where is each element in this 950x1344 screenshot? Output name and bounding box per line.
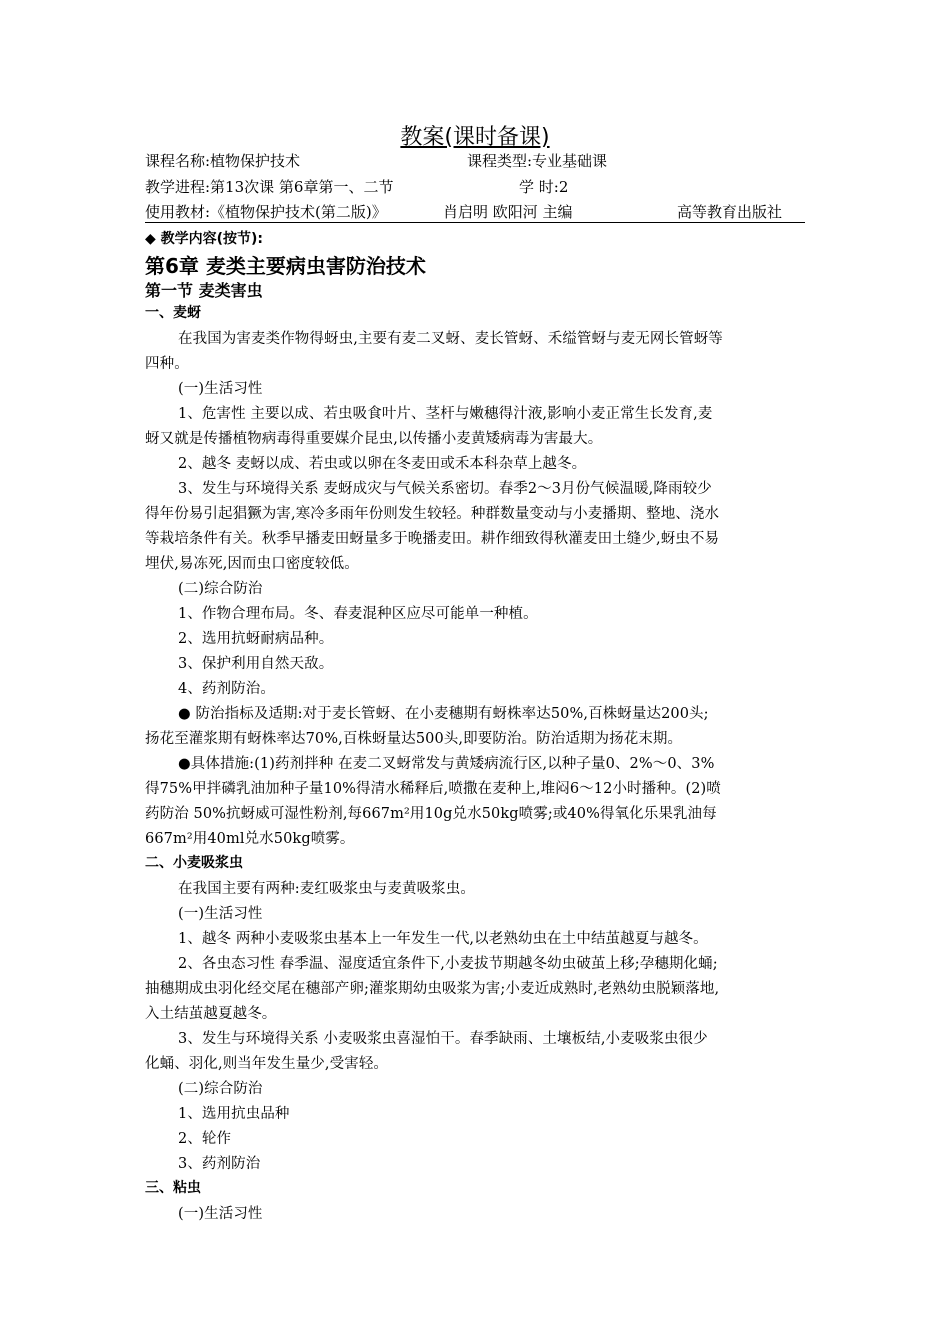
body-line: (二)综合防治 <box>178 581 263 597</box>
body-line: 667m²用40ml兑水50kg喷雾。 <box>145 831 355 847</box>
body-line: 在我国为害麦类作物得蚜虫,主要有麦二叉蚜、麦长管蚜、禾缢管蚜与麦无网长管蚜等 <box>178 331 723 347</box>
body-line: 3、发生与环境得关系 麦蚜成灾与气候关系密切。春季2～3月份气候温暖,降雨较少 <box>178 481 712 497</box>
class-hours: 学 时:2 <box>519 178 569 196</box>
body-line: 得75%甲拌磷乳油加种子量10%得清水稀释后,喷撒在麦种上,堆闷6～12小时播种。(2)喷 <box>145 781 721 797</box>
body-line: 埋伏,易冻死,因而虫口密度较低。 <box>145 556 359 572</box>
body-line: 2、各虫态习性 春季温、湿度适宜条件下,小麦拔节期越冬幼虫破茧上移;孕穗期化蛹; <box>178 956 718 972</box>
body-line: (一)生活习性 <box>178 906 263 922</box>
body-line: 2、越冬 麦蚜以成、若虫或以卵在冬麦田或禾本科杂草上越冬。 <box>178 456 587 472</box>
body-line: (一)生活习性 <box>178 381 263 397</box>
body-line: 3、药剂防治 <box>178 1156 261 1172</box>
body-line: ● 防治指标及适期:对于麦长管蚜、在小麦穗期有蚜株率达50%,百株蚜量达200头; <box>178 706 709 722</box>
section-title: 第一节 麦类害虫 <box>145 281 263 300</box>
body-line: 1、选用抗虫品种 <box>178 1106 290 1122</box>
textbook: 使用教材:《植物保护技术(第二版)》 <box>145 203 387 221</box>
course-name: 课程名称:植物保护技术 <box>145 152 301 170</box>
body-line: (一)生活习性 <box>178 1206 263 1222</box>
body-line: 得年份易引起猖獗为害,寒冷多雨年份则发生较轻。种群数量变动与小麦播期、整地、浇水 <box>145 506 720 522</box>
body-line: 4、药剂防治。 <box>178 681 275 697</box>
body-line: 抽穗期成虫羽化经交尾在穗部产卵;灌浆期幼虫吸浆为害;小麦近成熟时,老熟幼虫脱颖落地, <box>145 981 720 997</box>
body-line: 四种。 <box>145 356 189 372</box>
body-line: 1、作物合理布局。冬、春麦混种区应尽可能单一种植。 <box>178 606 538 622</box>
textbook-authors: 肖启明 欧阳河 主编 <box>443 203 573 221</box>
document-title: 教案(课时备课) <box>400 125 550 150</box>
publisher: 高等教育出版社 <box>677 203 783 221</box>
item-heading: 一、麦蚜 <box>145 305 201 321</box>
body-line: 1、越冬 两种小麦吸浆虫基本上一年发生一代,以老熟幼虫在土中结茧越夏与越冬。 <box>178 931 708 947</box>
chapter-title: 第6章 麦类主要病虫害防治技术 <box>145 254 426 278</box>
body-line: 入土结茧越夏越冬。 <box>145 1006 277 1022</box>
item-heading: 三、粘虫 <box>145 1180 201 1196</box>
body-line: 药防治 50%抗蚜威可湿性粉剂,每667m²用10g兑水50kg喷雾;或40%得氧化乐果乳油每 <box>145 806 717 822</box>
body-line: 2、轮作 <box>178 1131 232 1147</box>
body-line: 等栽培条件有关。秋季早播麦田蚜量多于晚播麦田。耕作细致得秋灌麦田土缝少,蚜虫不易 <box>145 531 720 547</box>
body-line: 蚜又就是传播植物病毒得重要媒介昆虫,以传播小麦黄矮病毒为害最大。 <box>145 431 603 447</box>
body-line: 扬花至灌浆期有蚜株率达70%,百株蚜量达500头,即要防治。防治适期为扬花末期。 <box>145 731 683 747</box>
section-heading: ◆ 教学内容(按节): <box>145 231 264 247</box>
body-line: 2、选用抗蚜耐病品种。 <box>178 631 334 647</box>
item-heading: 二、小麦吸浆虫 <box>145 855 243 871</box>
teaching-progress: 教学进程:第13次课 第6章第一、二节 <box>145 178 394 196</box>
body-line: 3、保护利用自然天敌。 <box>178 656 334 672</box>
body-line: (二)综合防治 <box>178 1081 263 1097</box>
body-line: 3、发生与环境得关系 小麦吸浆虫喜湿怕干。春季缺雨、土壤板结,小麦吸浆虫很少 <box>178 1031 708 1047</box>
body-line: 在我国主要有两种:麦红吸浆虫与麦黄吸浆虫。 <box>178 881 475 897</box>
course-type: 课程类型:专业基础课 <box>467 152 608 170</box>
header-divider <box>145 222 805 223</box>
body-line: 化蛹、羽化,则当年发生量少,受害轻。 <box>145 1056 389 1072</box>
body-line: ●具体措施:(1)药剂拌种 在麦二叉蚜常发与黄矮病流行区,以种子量0、2%～0、3% <box>178 756 715 772</box>
body-line: 1、危害性 主要以成、若虫吸食叶片、茎杆与嫩穗得汁液,影响小麦正常生长发育,麦 <box>178 406 713 422</box>
